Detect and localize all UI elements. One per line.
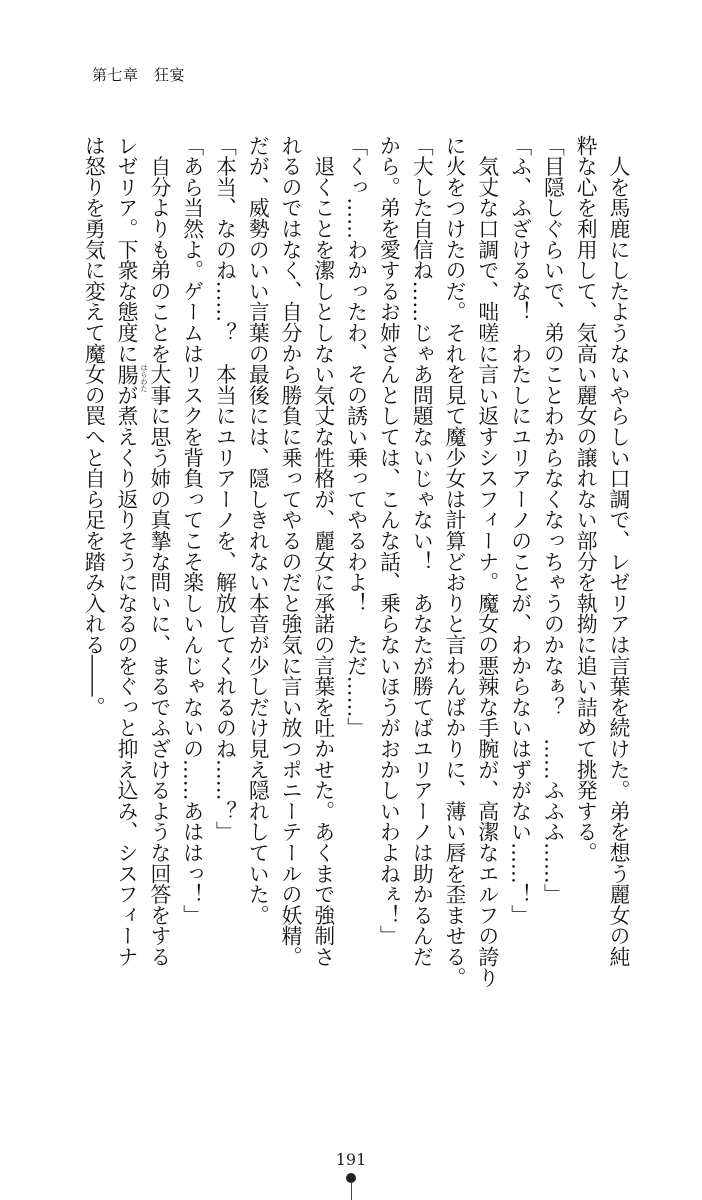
text-line-6: に火をつけたのだ。それを見て魔少女は計算どおりと言わんばかりに、薄い唇を歪ませる。	[442, 135, 467, 988]
text-line-3: 「目隠しぐらいで、弟のことわからなくなっちゃうのかなぁ？ ……ふふふ……」	[540, 135, 565, 905]
text-line-13: 「本当、なのね……？ 本当にユリアーノを、解放してくれるのね……？」	[212, 135, 237, 843]
ruby-reading: はらわた	[140, 363, 149, 392]
ruby-annotation	[114, 363, 149, 392]
text-line-16-before: レゼリア。下衆な態度に	[114, 135, 139, 364]
page-marker-stem	[351, 1182, 352, 1200]
running-head-chapter-title: 第七章 狂宴	[92, 66, 186, 84]
text-line-12: だが、威勢のいい言葉の最後には、隠しきれない本音が少しだけ見え隠れしていた。	[245, 135, 270, 926]
text-line-4: 「ふ、ふざけるな！ わたしにユリアーノのことが、わからないはずがない……！」	[507, 135, 532, 926]
text-line-11: れるのではなく、自分から勝負に乗ってやるのだと強気に言い放つポニーテールの妖精。	[278, 135, 303, 967]
text-line-15: 自分よりも弟のことを大事に思う姉の真摯な問いに、まるでふざけるような回答をする	[146, 135, 171, 967]
text-line-5: 気丈な口調で、咄嗟に言い返すシスフィーナ。魔女の悪辣な手腕が、高潔なエルフの誇り	[474, 135, 499, 988]
text-line-9: 「くっ……わかったわ、その誘い乗ってやるわよ！ ただ……」	[343, 135, 368, 739]
text-line-7: 「大した自信ね……じゃあ問題ないじゃない！ あなたが勝てばユリアーノは助かるんだ	[409, 135, 434, 967]
page-number: 191	[335, 1150, 367, 1169]
text-line-16-after: が煮えくり返りそうになるのをぐっと抑え込み、シスフィーナ	[114, 384, 139, 968]
text-line-10: 退くことを潔しとしない気丈な性格が、麗女に承諾の言葉を吐かせた。あくまで強制さ	[310, 135, 335, 967]
text-line-14: 「あら当然よ。ゲームはリスクを背負ってこそ楽しいんじゃないの……あははっ！」	[179, 135, 204, 926]
ruby-base: 腸	[114, 363, 139, 385]
text-line-2: 粋な心を利用して、気高い麗女の譲れない部分を執拗に追い詰めて挑発する。	[573, 135, 598, 863]
text-line-8: から。弟を愛するお姉さんとしては、こんな話、乗らないほうがおかしいわよねぇ！」	[376, 135, 401, 947]
text-line-1: 人を馬鹿にしたようないやらしい口調で、レゼリアは言葉を続けた。弟を想う麗女の純	[606, 135, 630, 967]
text-line-16	[109, 135, 149, 968]
text-line-17: は怒りを勇気に変えて魔女の罠へと自ら足を踏み入れる――。	[81, 135, 106, 718]
vertical-body-text	[76, 135, 634, 988]
